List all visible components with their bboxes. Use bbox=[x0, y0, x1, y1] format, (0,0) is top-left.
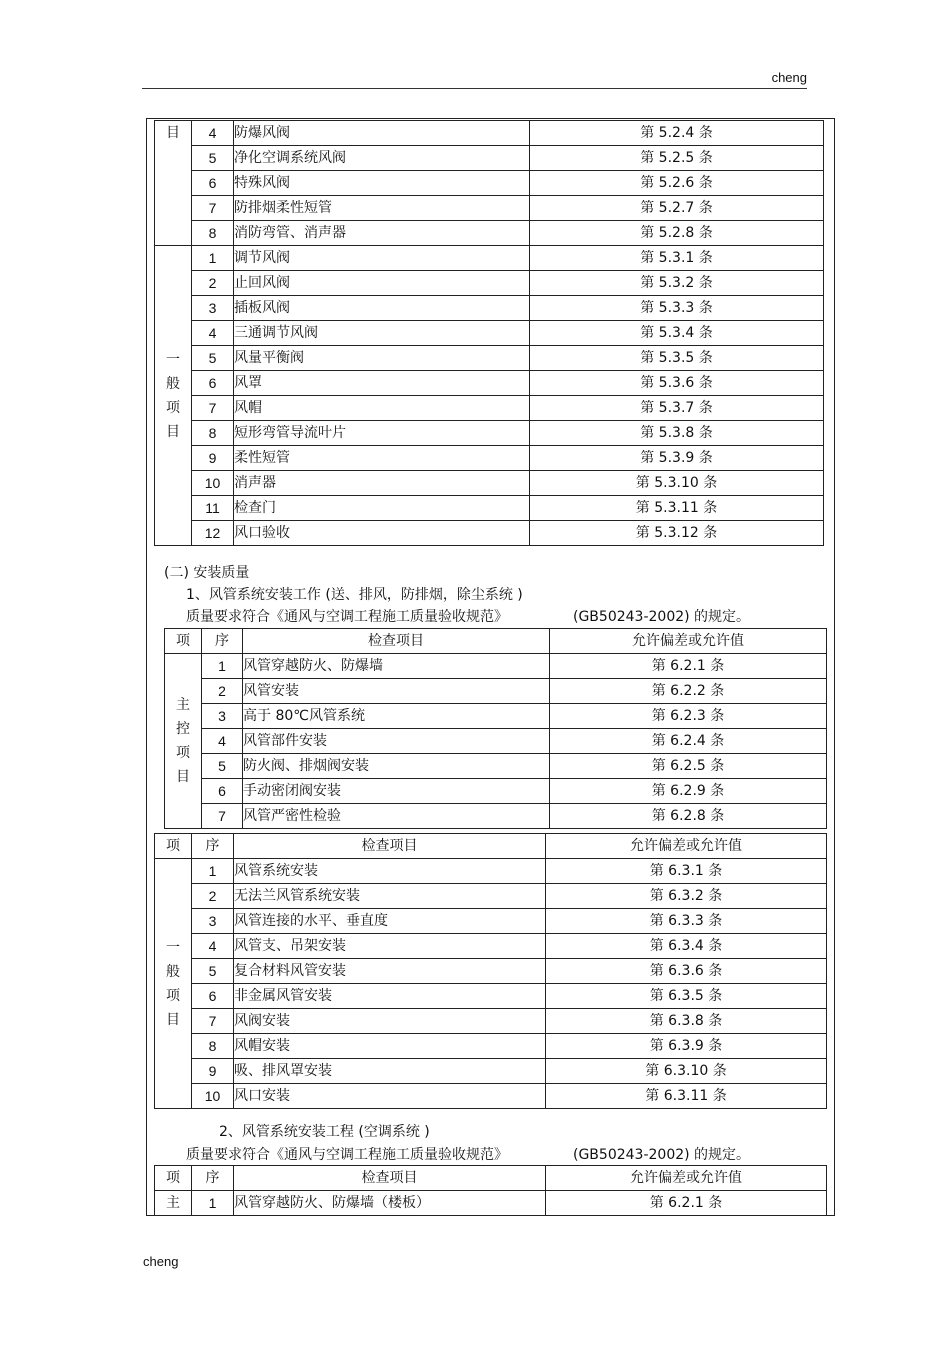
row-item: 特殊风阀 bbox=[234, 171, 530, 196]
subsection-2-title: 2、风管系统安装工程 (空调系统 ) bbox=[219, 1124, 430, 1140]
row-number: 4 bbox=[192, 321, 234, 346]
row-number: 6 bbox=[192, 371, 234, 396]
row-item: 风管系统安装 bbox=[234, 859, 546, 884]
table-row bbox=[155, 984, 827, 1009]
group-label-char: 项 bbox=[166, 987, 180, 1004]
table-row bbox=[155, 496, 824, 521]
row-item: 风帽 bbox=[234, 396, 530, 421]
row-item: 防爆风阀 bbox=[234, 121, 530, 146]
row-number: 4 bbox=[192, 121, 234, 146]
subsection-1-title: 1、风管系统安装工作 (送、排风，防排烟，除尘系统 ) bbox=[186, 587, 523, 603]
row-number: 9 bbox=[192, 1059, 234, 1084]
group-label bbox=[155, 859, 192, 1109]
table-row bbox=[155, 321, 824, 346]
group-label-char: 目 bbox=[166, 1011, 180, 1028]
row-item: 风管部件安装 bbox=[243, 729, 550, 754]
header-clause: 允许偏差或允许值 bbox=[546, 834, 827, 859]
row-clause: 第 5.3.2 条 bbox=[530, 271, 824, 296]
row-clause: 第 6.3.3 条 bbox=[546, 909, 827, 934]
row-clause: 第 5.3.10 条 bbox=[530, 471, 824, 496]
row-number: 6 bbox=[192, 171, 234, 196]
table-row bbox=[165, 654, 827, 679]
row-clause: 第 6.2.1 条 bbox=[550, 654, 827, 679]
table-row bbox=[155, 1034, 827, 1059]
header-item: 检查项目 bbox=[234, 1166, 546, 1191]
group-label bbox=[155, 1191, 192, 1216]
row-number: 5 bbox=[192, 346, 234, 371]
row-item: 高于 80℃风管系统 bbox=[243, 704, 550, 729]
requirement-2-standard: (GB50243-2002) 的规定。 bbox=[573, 1147, 751, 1163]
row-clause: 第 6.2.8 条 bbox=[550, 804, 827, 829]
row-clause: 第 5.3.6 条 bbox=[530, 371, 824, 396]
section-heading: (二) 安装质量 bbox=[164, 565, 250, 581]
row-clause: 第 5.3.7 条 bbox=[530, 396, 824, 421]
row-number: 1 bbox=[192, 859, 234, 884]
row-clause: 第 6.3.1 条 bbox=[546, 859, 827, 884]
row-item: 消声器 bbox=[234, 471, 530, 496]
row-item: 插板风阀 bbox=[234, 296, 530, 321]
row-item: 风管连接的水平、垂直度 bbox=[234, 909, 546, 934]
row-clause: 第 6.3.11 条 bbox=[546, 1084, 827, 1109]
row-number: 4 bbox=[192, 934, 234, 959]
row-number: 7 bbox=[192, 1009, 234, 1034]
row-item: 柔性短管 bbox=[234, 446, 530, 471]
row-clause: 第 6.2.2 条 bbox=[550, 679, 827, 704]
table-row bbox=[155, 884, 827, 909]
group-label bbox=[155, 246, 192, 546]
row-clause: 第 5.3.9 条 bbox=[530, 446, 824, 471]
row-clause: 第 5.3.1 条 bbox=[530, 246, 824, 271]
row-clause: 第 6.2.9 条 bbox=[550, 779, 827, 804]
group-label-char: 主 bbox=[166, 1195, 180, 1211]
table-row bbox=[155, 421, 824, 446]
row-item: 止回风阀 bbox=[234, 271, 530, 296]
table-row bbox=[155, 1084, 827, 1109]
table-header-row bbox=[155, 1166, 827, 1191]
row-item: 防火阀、排烟阀安装 bbox=[243, 754, 550, 779]
row-item: 风管严密性检验 bbox=[243, 804, 550, 829]
row-item: 消防弯管、消声器 bbox=[234, 221, 530, 246]
row-number: 2 bbox=[192, 271, 234, 296]
row-item: 风口安装 bbox=[234, 1084, 546, 1109]
row-item: 三通调节风阀 bbox=[234, 321, 530, 346]
row-number: 1 bbox=[192, 1191, 234, 1216]
row-clause: 第 6.2.3 条 bbox=[550, 704, 827, 729]
row-number: 3 bbox=[192, 296, 234, 321]
group-label bbox=[155, 121, 192, 246]
table-row bbox=[155, 959, 827, 984]
row-clause: 第 6.2.5 条 bbox=[550, 754, 827, 779]
row-item: 风口验收 bbox=[234, 521, 530, 546]
row-item: 无法兰风管系统安装 bbox=[234, 884, 546, 909]
row-clause: 第 5.2.5 条 bbox=[530, 146, 824, 171]
group-label-char: 主 bbox=[176, 697, 190, 713]
row-clause: 第 6.3.8 条 bbox=[546, 1009, 827, 1034]
page-header-text: cheng bbox=[771, 70, 807, 85]
page-footer-text: cheng bbox=[143, 1254, 179, 1269]
table-row bbox=[155, 171, 824, 196]
group-label-char: 目 bbox=[166, 423, 180, 440]
table-valve-inspection bbox=[154, 120, 824, 546]
table-row bbox=[155, 396, 824, 421]
table-main-control-items bbox=[164, 628, 827, 829]
table-row bbox=[155, 221, 824, 246]
row-clause: 第 6.2.4 条 bbox=[550, 729, 827, 754]
group-label-char: 般 bbox=[166, 963, 180, 980]
row-number: 4 bbox=[202, 729, 243, 754]
row-clause: 第 6.3.6 条 bbox=[546, 959, 827, 984]
row-clause: 第 5.3.8 条 bbox=[530, 421, 824, 446]
row-number: 2 bbox=[192, 884, 234, 909]
table-row bbox=[165, 679, 827, 704]
header-item: 检查项目 bbox=[243, 629, 550, 654]
group-label bbox=[165, 654, 202, 829]
row-number: 8 bbox=[192, 1034, 234, 1059]
row-clause: 第 5.3.12 条 bbox=[530, 521, 824, 546]
table-row bbox=[155, 346, 824, 371]
table-general-items bbox=[154, 833, 827, 1109]
row-item: 风管穿越防火、防爆墙 bbox=[243, 654, 550, 679]
row-number: 2 bbox=[202, 679, 243, 704]
table-header-row bbox=[155, 834, 827, 859]
row-item: 检查门 bbox=[234, 496, 530, 521]
header-item: 检查项目 bbox=[234, 834, 546, 859]
row-item: 净化空调系统风阀 bbox=[234, 146, 530, 171]
header-no: 序 bbox=[202, 629, 243, 654]
table-row bbox=[155, 909, 827, 934]
group-label-char: 般 bbox=[166, 375, 180, 392]
row-clause: 第 5.3.11 条 bbox=[530, 496, 824, 521]
row-clause: 第 5.3.4 条 bbox=[530, 321, 824, 346]
table-header-row bbox=[165, 629, 827, 654]
row-number: 1 bbox=[202, 654, 243, 679]
header-group: 项 bbox=[155, 834, 192, 859]
row-clause: 第 6.2.1 条 bbox=[546, 1191, 827, 1216]
row-item: 风罩 bbox=[234, 371, 530, 396]
table-row bbox=[155, 934, 827, 959]
row-item: 风帽安装 bbox=[234, 1034, 546, 1059]
row-clause: 第 6.3.2 条 bbox=[546, 884, 827, 909]
row-item: 风管穿越防火、防爆墙（楼板） bbox=[234, 1191, 546, 1216]
table-row bbox=[165, 779, 827, 804]
row-item: 短形弯管导流叶片 bbox=[234, 421, 530, 446]
row-item: 调节风阀 bbox=[234, 246, 530, 271]
requirement-1-standard: (GB50243-2002) 的规定。 bbox=[573, 609, 751, 625]
header-group: 项 bbox=[155, 1166, 192, 1191]
row-clause: 第 6.3.4 条 bbox=[546, 934, 827, 959]
row-number: 5 bbox=[202, 754, 243, 779]
table-air-conditioning-items bbox=[154, 1165, 827, 1216]
row-item: 手动密闭阀安装 bbox=[243, 779, 550, 804]
row-number: 12 bbox=[192, 521, 234, 546]
row-number: 11 bbox=[192, 496, 234, 521]
row-number: 6 bbox=[202, 779, 243, 804]
row-number: 7 bbox=[202, 804, 243, 829]
header-clause: 允许偏差或允许值 bbox=[550, 629, 827, 654]
row-item: 风阀安装 bbox=[234, 1009, 546, 1034]
group-label-char: 一 bbox=[166, 939, 180, 956]
header-no: 序 bbox=[192, 1166, 234, 1191]
row-clause: 第 5.2.7 条 bbox=[530, 196, 824, 221]
row-clause: 第 6.3.10 条 bbox=[546, 1059, 827, 1084]
group-label-char: 项 bbox=[166, 399, 180, 416]
row-number: 7 bbox=[192, 396, 234, 421]
table-row bbox=[155, 1059, 827, 1084]
table-row bbox=[155, 446, 824, 471]
group-label-char: 项 bbox=[176, 745, 190, 761]
row-number: 5 bbox=[192, 959, 234, 984]
row-number: 3 bbox=[202, 704, 243, 729]
table-row bbox=[155, 246, 824, 271]
table-row bbox=[165, 729, 827, 754]
row-number: 8 bbox=[192, 421, 234, 446]
header-divider bbox=[142, 88, 807, 89]
table-row bbox=[155, 1191, 827, 1216]
table-row bbox=[165, 704, 827, 729]
row-item: 风管安装 bbox=[243, 679, 550, 704]
group-label-char: 控 bbox=[176, 721, 190, 737]
row-item: 吸、排风罩安装 bbox=[234, 1059, 546, 1084]
table-row bbox=[155, 196, 824, 221]
row-clause: 第 5.3.5 条 bbox=[530, 346, 824, 371]
table-row bbox=[155, 859, 827, 884]
table-row bbox=[155, 121, 824, 146]
group-label-char: 一 bbox=[166, 351, 180, 368]
requirement-2-text: 质量要求符合《通风与空调工程施工质量验收规范》 bbox=[186, 1147, 508, 1163]
row-number: 1 bbox=[192, 246, 234, 271]
row-clause: 第 5.2.8 条 bbox=[530, 221, 824, 246]
table-row bbox=[155, 471, 824, 496]
table-row bbox=[155, 1009, 827, 1034]
row-number: 10 bbox=[192, 471, 234, 496]
row-number: 10 bbox=[192, 1084, 234, 1109]
header-group: 项 bbox=[165, 629, 202, 654]
row-item: 风管支、吊架安装 bbox=[234, 934, 546, 959]
row-clause: 第 5.2.4 条 bbox=[530, 121, 824, 146]
row-number: 3 bbox=[192, 909, 234, 934]
table-row bbox=[155, 296, 824, 321]
row-clause: 第 6.3.9 条 bbox=[546, 1034, 827, 1059]
row-clause: 第 5.3.3 条 bbox=[530, 296, 824, 321]
row-number: 9 bbox=[192, 446, 234, 471]
table-row bbox=[155, 271, 824, 296]
group-label-char: 目 bbox=[166, 125, 180, 141]
row-clause: 第 6.3.5 条 bbox=[546, 984, 827, 1009]
row-item: 复合材料风管安装 bbox=[234, 959, 546, 984]
row-item: 防排烟柔性短管 bbox=[234, 196, 530, 221]
group-label-char: 目 bbox=[176, 769, 190, 785]
row-number: 8 bbox=[192, 221, 234, 246]
row-item: 风量平衡阀 bbox=[234, 346, 530, 371]
row-number: 7 bbox=[192, 196, 234, 221]
table-row bbox=[155, 521, 824, 546]
row-number: 6 bbox=[192, 984, 234, 1009]
table-row bbox=[165, 804, 827, 829]
table-row bbox=[155, 371, 824, 396]
row-number: 5 bbox=[192, 146, 234, 171]
table-row bbox=[155, 146, 824, 171]
table-row bbox=[165, 754, 827, 779]
row-item: 非金属风管安装 bbox=[234, 984, 546, 1009]
header-clause: 允许偏差或允许值 bbox=[546, 1166, 827, 1191]
requirement-1-text: 质量要求符合《通风与空调工程施工质量验收规范》 bbox=[186, 609, 508, 625]
header-no: 序 bbox=[192, 834, 234, 859]
row-clause: 第 5.2.6 条 bbox=[530, 171, 824, 196]
